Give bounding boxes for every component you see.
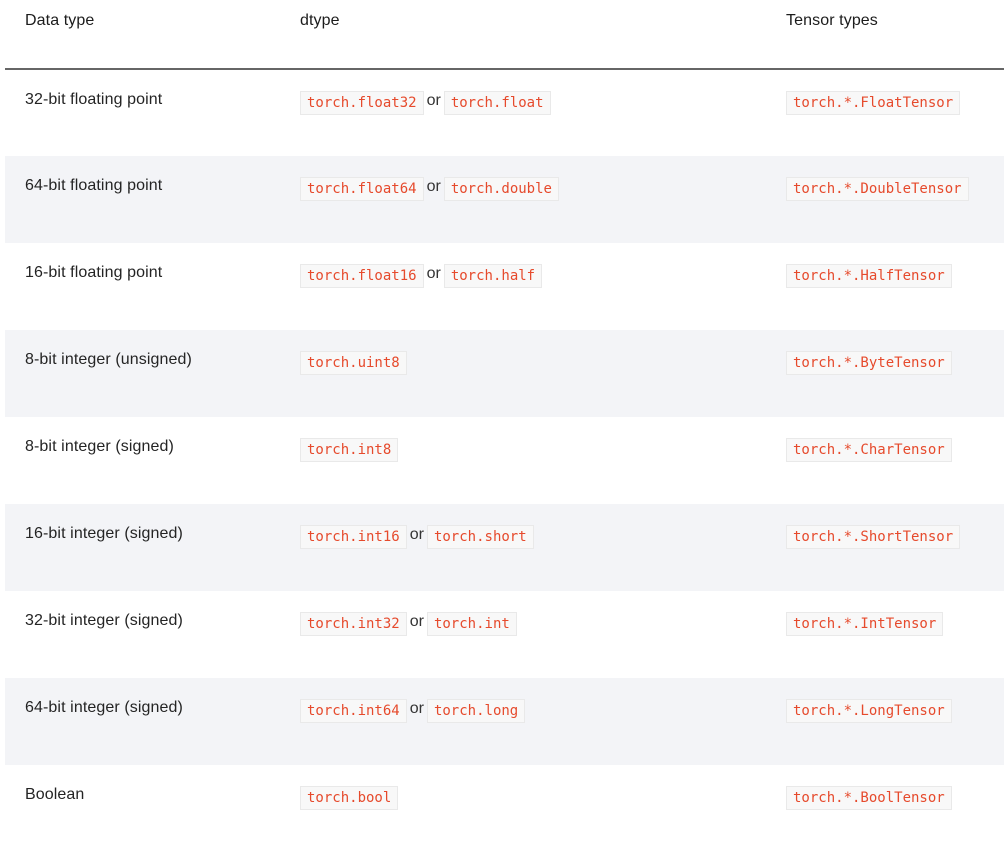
dtype-code: torch.int64 xyxy=(300,699,407,723)
dtype-code: torch.int8 xyxy=(300,438,398,462)
table-row xyxy=(5,330,1004,417)
dtype-cell xyxy=(280,765,766,852)
data-type-label: 32-bit floating point xyxy=(25,91,163,108)
or-separator: or xyxy=(426,178,441,195)
or-separator: or xyxy=(409,613,424,630)
dtype-cell xyxy=(280,330,766,417)
dtype-cell xyxy=(280,69,766,156)
tensor-type-cell xyxy=(766,591,1004,678)
tensor-type-cell xyxy=(766,69,1004,156)
dtype-code: torch.float64 xyxy=(300,177,424,201)
dtype-table xyxy=(5,0,1004,852)
data-type-label: 32-bit integer (signed) xyxy=(25,612,183,629)
dtype-code: torch.float32 xyxy=(300,91,424,115)
tensor-type-code: torch.*.DoubleTensor xyxy=(786,177,969,201)
tensor-type-cell xyxy=(766,678,1004,765)
tensor-type-code: torch.*.LongTensor xyxy=(786,699,952,723)
dtype-code: torch.int32 xyxy=(300,612,407,636)
table-header-row xyxy=(5,0,1004,69)
dtype-cell xyxy=(280,678,766,765)
table-row xyxy=(5,69,1004,156)
data-type-label: 16-bit floating point xyxy=(25,264,163,281)
table-row xyxy=(5,504,1004,591)
dtype-cell xyxy=(280,417,766,504)
table-row xyxy=(5,243,1004,330)
tensor-type-code: torch.*.ByteTensor xyxy=(786,351,952,375)
or-separator: or xyxy=(426,92,441,109)
dtype-cell xyxy=(280,243,766,330)
table-row xyxy=(5,678,1004,765)
tensor-type-code: torch.*.CharTensor xyxy=(786,438,952,462)
tensor-type-code: torch.*.HalfTensor xyxy=(786,264,952,288)
tensor-type-code: torch.*.FloatTensor xyxy=(786,91,960,115)
tensor-type-code: torch.*.ShortTensor xyxy=(786,525,960,549)
dtype-code: torch.uint8 xyxy=(300,351,407,375)
tensor-type-cell xyxy=(766,504,1004,591)
dtype-code: torch.double xyxy=(444,177,559,201)
table-row xyxy=(5,591,1004,678)
table-row xyxy=(5,765,1004,852)
data-type-label: 64-bit floating point xyxy=(25,177,163,194)
or-separator: or xyxy=(409,700,424,717)
tensor-type-cell xyxy=(766,765,1004,852)
data-type-label: 8-bit integer (unsigned) xyxy=(25,351,192,368)
table-row xyxy=(5,417,1004,504)
table-row xyxy=(5,156,1004,243)
tensor-type-code: torch.*.IntTensor xyxy=(786,612,943,636)
dtype-cell xyxy=(280,591,766,678)
dtype-code: torch.bool xyxy=(300,786,398,810)
tensor-type-cell xyxy=(766,243,1004,330)
dtype-code: torch.float xyxy=(444,91,551,115)
data-type-label: 8-bit integer (signed) xyxy=(25,438,174,455)
dtype-code: torch.short xyxy=(427,525,534,549)
column-header-tensor-types: Tensor types xyxy=(766,0,1004,69)
dtype-cell xyxy=(280,156,766,243)
dtype-code: torch.float16 xyxy=(300,264,424,288)
dtype-code: torch.int16 xyxy=(300,525,407,549)
data-type-label: 64-bit integer (signed) xyxy=(25,699,183,716)
dtype-cell xyxy=(280,504,766,591)
tensor-type-cell xyxy=(766,156,1004,243)
data-type-label: Boolean xyxy=(25,786,85,803)
or-separator: or xyxy=(426,265,441,282)
column-header-dtype: dtype xyxy=(280,0,766,69)
dtype-code: torch.int xyxy=(427,612,517,636)
data-type-label: 16-bit integer (signed) xyxy=(25,525,183,542)
dtype-code: torch.half xyxy=(444,264,542,288)
tensor-type-cell xyxy=(766,417,1004,504)
dtype-code: torch.long xyxy=(427,699,525,723)
column-header-data-type: Data type xyxy=(5,0,280,69)
tensor-type-code: torch.*.BoolTensor xyxy=(786,786,952,810)
or-separator: or xyxy=(409,526,424,543)
tensor-type-cell xyxy=(766,330,1004,417)
